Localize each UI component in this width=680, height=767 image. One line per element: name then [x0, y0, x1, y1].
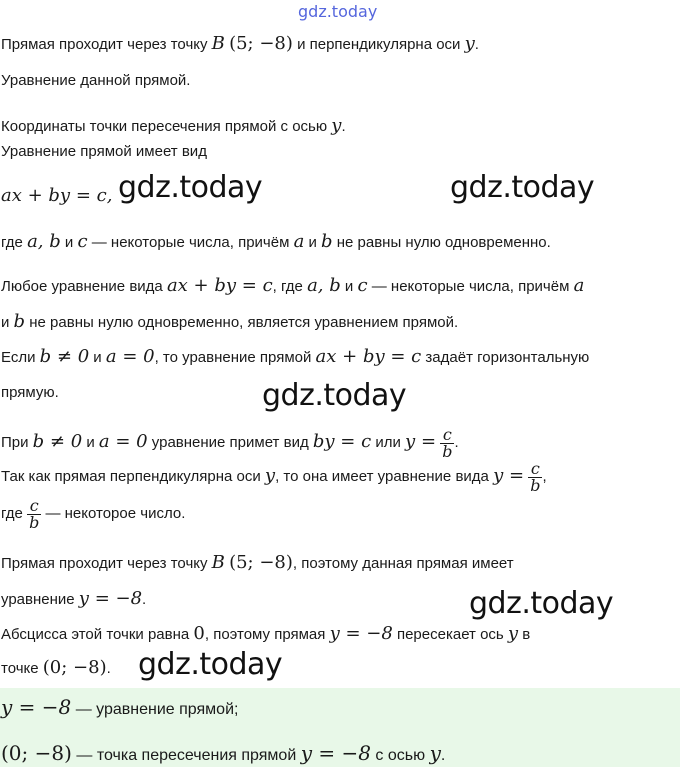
line-5: ax + by = c,	[1, 185, 113, 206]
line-10: прямую.	[1, 384, 59, 401]
line-7: Любое уравнение вида ax + by = c, где a, b и c — некоторые числа, причём a	[1, 275, 585, 296]
watermark: gdz.today	[138, 647, 283, 682]
watermark: gdz.today	[118, 170, 263, 205]
watermark: gdz.today	[469, 586, 614, 621]
line-13: где $\frac{c}{b}$ — некоторое число.	[1, 495, 186, 532]
line-16: Абсцисса этой точки равна 0, поэтому прямая y = −8 пересекает ось y в	[1, 623, 531, 644]
line-12: Так как прямая перпендикулярна оси y, то она имеет уравнение вида y = $\frac{c}{b}$ ,	[1, 458, 547, 495]
watermark: gdz.today	[450, 170, 595, 205]
fraction-c-over-b: $\frac{c}{b}$	[29, 495, 40, 532]
top-watermark: gdz.today	[298, 2, 378, 21]
line-2: Уравнение данной прямой.	[1, 72, 191, 89]
line-15: уравнение y = −8.	[1, 588, 147, 609]
line-17: точке (0; −8).	[1, 657, 111, 678]
line-11: При b ≠ 0 и a = 0 уравнение примет вид by = c или y = $\frac{c}{b}$ .	[1, 424, 459, 461]
fraction-c-over-b: $\frac{c}{b}$	[530, 458, 541, 495]
line-4: Уравнение прямой имеет вид	[1, 143, 207, 160]
line-3: Координаты точки пересечения прямой с осью y.	[1, 115, 346, 136]
line-8: и b не равны нулю одновременно, является уравнением прямой.	[1, 311, 459, 332]
line-6: где a, b и c — некоторые числа, причём a и b не равны нулю одновременно.	[1, 231, 551, 252]
line-9: Если b ≠ 0 и a = 0, то уравнение прямой ax + by = c задаёт горизонтальную	[1, 346, 590, 367]
fraction-c-over-b: $\frac{c}{b}$	[442, 424, 453, 461]
line-14: Прямая проходит через точку B (5; −8), поэтому данная прямая имеет	[1, 552, 514, 573]
line-1: Прямая проходит через точку B (5; −8) и перпендикулярна оси y.	[1, 33, 479, 54]
watermark: gdz.today	[262, 378, 407, 413]
answer-line-1: y = −8 — уравнение прямой;	[1, 695, 239, 719]
answer-line-2: (0; −8) — точка пересечения прямой y = −8 с осью y.	[1, 741, 446, 765]
